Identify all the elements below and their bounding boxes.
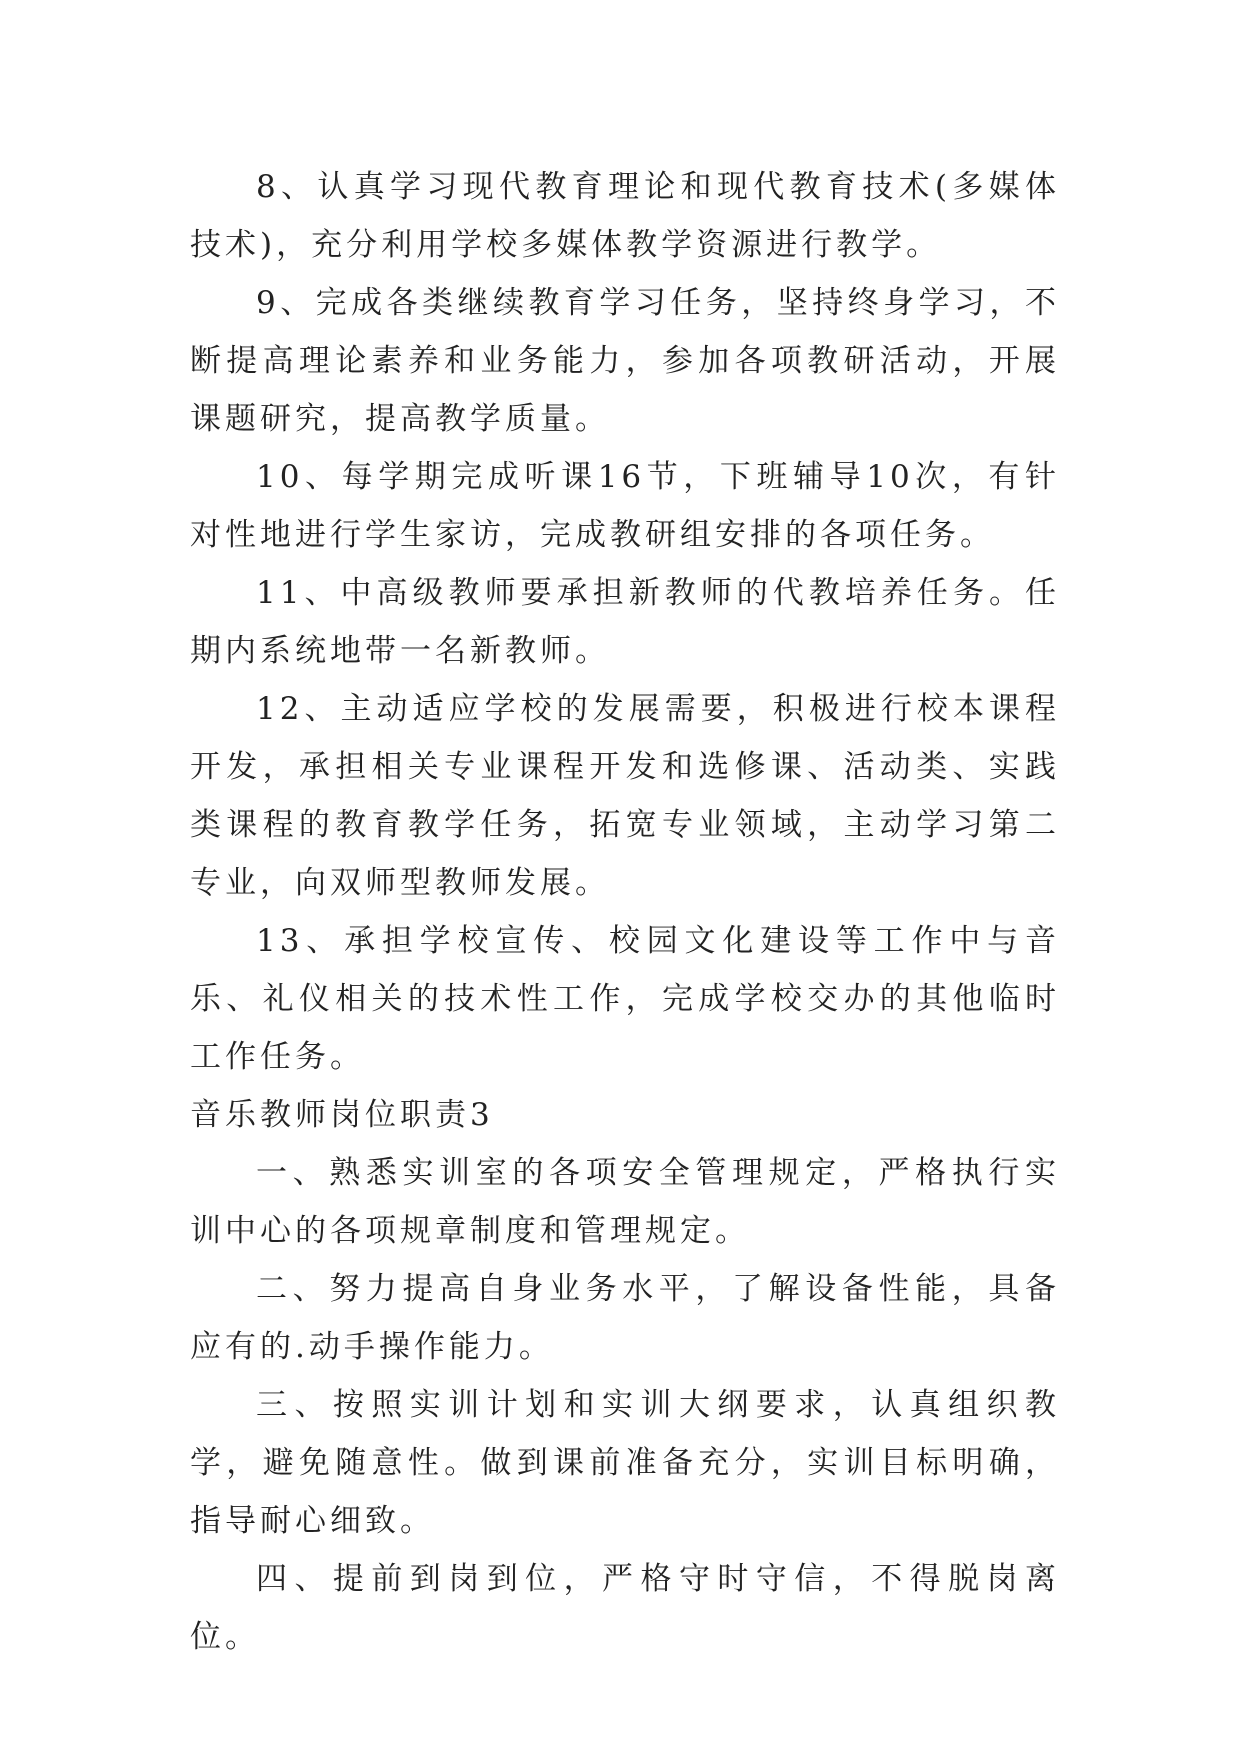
paragraph-item-2: 二、努力提高自身业务水平，了解设备性能，具备应有的.动手操作能力。	[190, 1271, 1060, 1365]
paragraph-item-11: 11、中高级教师要承担新教师的代教培养任务。任期内系统地带一名新教师。	[190, 575, 1060, 669]
paragraph-item-12: 12、主动适应学校的发展需要，积极进行校本课程开发，承担相关专业课程开发和选修课、活动类、实践类课程的教育教学任务，拓宽专业领域，主动学习第二专业，向双师型教师发展。	[190, 691, 1060, 901]
paragraph-item-10: 10、每学期完成听课16节，下班辅导10次，有针对性地进行学生家访，完成教研组安排的各项任务。	[190, 459, 1060, 553]
paragraph-item-3: 三、按照实训计划和实训大纲要求，认真组织教学，避免随意性。做到课前准备充分，实训目标明确，指导耐心细致。	[190, 1387, 1060, 1539]
paragraph-item-13: 13、承担学校宣传、校园文化建设等工作中与音乐、礼仪相关的技术性工作，完成学校交办的其他临时工作任务。	[190, 923, 1060, 1075]
paragraph-item-9: 9、完成各类继续教育学习任务，坚持终身学习，不断提高理论素养和业务能力，参加各项教研活动，开展课题研究，提高教学质量。	[190, 285, 1060, 437]
section-heading: 音乐教师岗位职责3	[190, 1097, 494, 1133]
document-body	[190, 158, 1060, 1666]
paragraph-item-1: 一、熟悉实训室的各项安全管理规定，严格执行实训中心的各项规章制度和管理规定。	[190, 1155, 1060, 1249]
paragraph-item-4: 四、提前到岗到位，严格守时守信，不得脱岗离位。	[190, 1561, 1060, 1655]
paragraph-item-8: 8、认真学习现代教育理论和现代教育技术(多媒体技术)，充分利用学校多媒体教学资源进行教学。	[190, 169, 1060, 263]
